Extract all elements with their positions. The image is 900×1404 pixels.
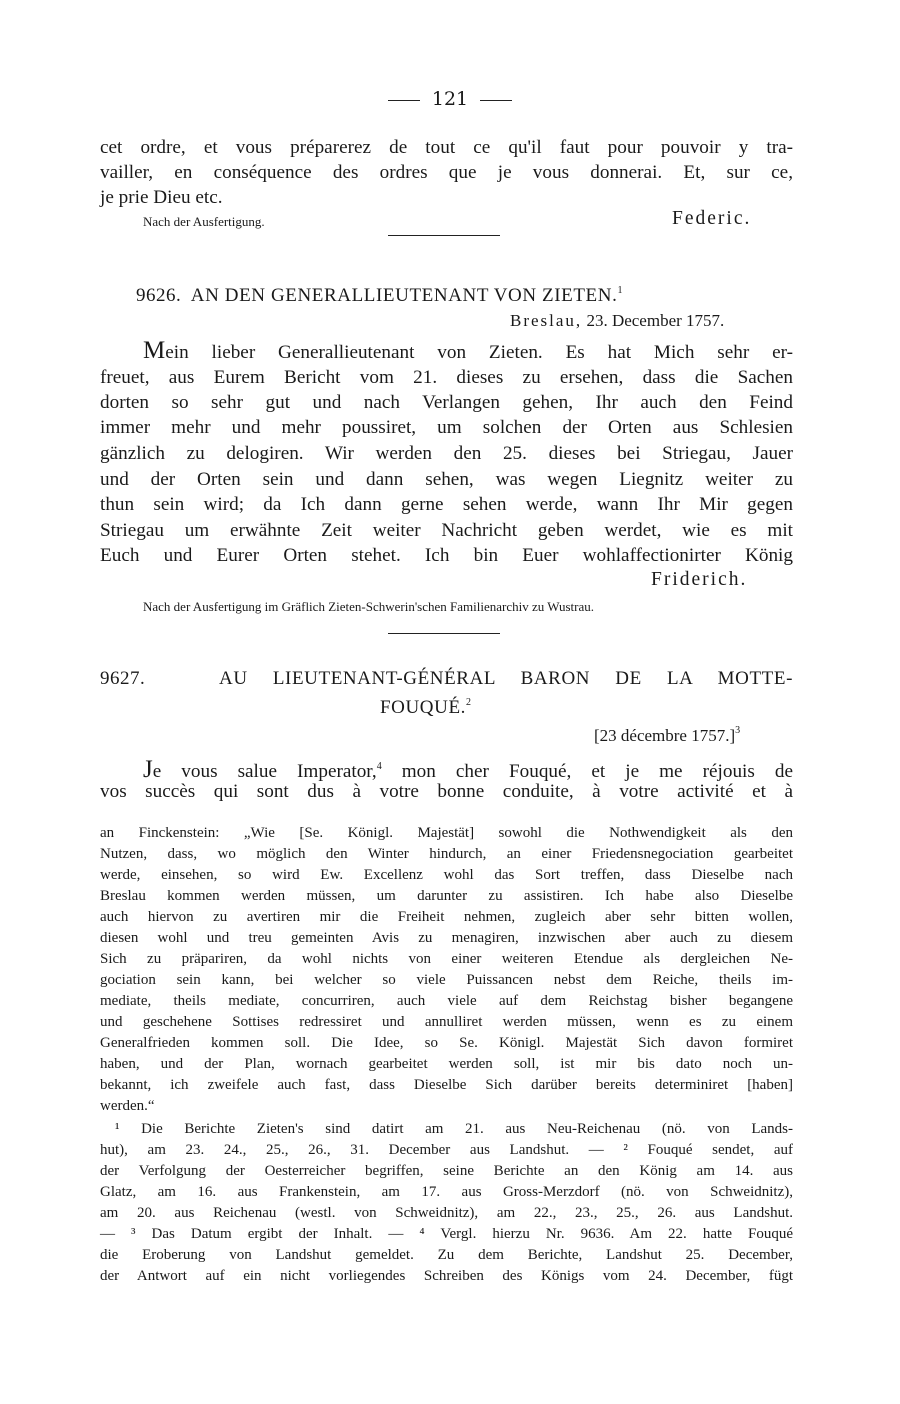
letter-title-cont: FOUQUÉ. xyxy=(380,697,467,718)
body-text: mon cher Fouqué, et je me réjouis de xyxy=(381,761,793,782)
signature: Federic. xyxy=(672,208,752,229)
letter-heading-cont xyxy=(380,692,580,719)
date: [23 décembre 1757.] xyxy=(594,726,736,745)
continuation-line: vailler, en conséquence des ordres que je vous donnerai. Et, sur ce, xyxy=(100,162,793,183)
body-text: e vous salue Imperator, xyxy=(152,761,377,782)
dateline xyxy=(510,311,724,331)
body-line: dorten so sehr gut und nach Verlangen gehen, Ihr auch den Feind xyxy=(100,392,793,413)
page-number: 121 xyxy=(431,88,469,110)
letter-heading-line xyxy=(100,668,793,690)
letter-heading xyxy=(136,280,796,307)
letter-number: 9626. xyxy=(136,285,182,306)
continuation-line: cet ordre, et vous préparerez de tout ce qu'il faut pour pouvoir y tra- xyxy=(100,137,793,158)
footnote-line: und geschehene Sottises redressiret und annulliret werden müssen, wenn es zu einem xyxy=(100,1014,793,1030)
body-line: gänzlich zu delogiren. Wir werden den 25. dieses bei Striegau, Jauer xyxy=(100,443,793,464)
page-number-header xyxy=(0,88,900,110)
body-line-first xyxy=(100,337,793,366)
footnote-line: bekannt, ich zweifele auch fast, dass Dieselbe Sich darüber bereits determiniret [haben] xyxy=(100,1077,793,1093)
footnote-line: Nutzen, dass, wo möglich den Winter hindurch, an einer Friedensnegociation gearbeitet xyxy=(100,846,793,862)
footnote-line: werde, einsehen, so wird Ew. Excellenz wohl das Sort treffen, dass Dieselbe nach xyxy=(100,867,793,883)
continuation-line: je prie Dieu etc. xyxy=(100,187,223,208)
footnote-line: hut), am 23. 24., 25., 26., 31. December aus Landshut. — ² Fouqué sendet, auf xyxy=(100,1142,793,1158)
body-line: immer mehr und mehr poussiret, um solchen der Orten aus Schlesien xyxy=(100,417,793,438)
date: 23. December 1757. xyxy=(586,311,725,330)
footnote-line: am 20. aus Reichenau (westl. von Schweidnitz), am 22., 23., 25., 26. aus Landshut. xyxy=(100,1205,793,1221)
footnote-marker: 2 xyxy=(466,697,472,708)
footnote-line: mediate, theils mediate, concurriren, auch viele auf dem Reichstag bisher begangene xyxy=(100,993,793,1009)
body-line: Striegau um erwähnte Zeit weiter Nachricht geben werdet, wie es mit xyxy=(100,520,793,541)
footnote-line: werden.“ xyxy=(100,1098,155,1114)
letter-title: AU LIEUTENANT-GÉNÉRAL BARON DE LA MOTTE- xyxy=(219,668,794,689)
footnote-line: gociation sein kann, bei welcher so viele Puissancen nebst dem Reiche, theils im- xyxy=(100,972,793,988)
footnote-line: Breslau kommen werden müssen, um darunter zu assistiren. Ich habe also Dieselbe xyxy=(100,888,793,904)
body-text: ein lieber Generallieutenant von Zieten. Es hat Mich sehr er- xyxy=(165,342,793,363)
footnote-line: Sich zu präpariren, da wohl nichts von einer weiteren Etendue als dergleichen Ne- xyxy=(100,951,793,967)
footnote-line: — ³ Das Datum ergibt der Inhalt. — ⁴ Vergl. hierzu Nr. 9636. Am 22. hatte Fouqué xyxy=(100,1226,793,1242)
source-note: Nach der Ausfertigung im Gräflich Zieten-Schwerin'schen Familienarchiv zu Wustrau. xyxy=(143,599,595,614)
footnote-marker: 4 xyxy=(376,761,382,772)
letter-heading xyxy=(100,668,793,690)
signature: Friderich. xyxy=(651,569,748,590)
footnote-line: Generalfrieden kommen soll. Die Idee, so Se. Königl. Majestät Sich davon formiret xyxy=(100,1035,793,1051)
footnote-line: der Antwort auf ein nicht vorliegendes Schreiben des Königs vom 24. December, fügt xyxy=(100,1268,793,1284)
body-line: Euch und Eurer Orten stehet. Ich bin Euer wohlaffectionirter König xyxy=(100,545,793,566)
body-line: und der Orten sein und dann sehen, was wegen Liegnitz weiter zu xyxy=(100,469,793,490)
footnote-line: ¹ Die Berichte Zieten's sind datirt am 21. aus Neu-Reichenau (nö. von Lands- xyxy=(115,1121,793,1137)
footnote-line: diesen wohl und treu gemeinten Avis zu menagiren, inzwischen aber auch zu diesem xyxy=(100,930,793,946)
footnote-marker: 3 xyxy=(735,725,741,736)
letter-number: 9627. xyxy=(100,668,146,689)
section-divider xyxy=(388,235,500,236)
footnote-line: an Finckenstein: „Wie [Se. Königl. Majestät] sowohl die Nothwendigkeit als den xyxy=(100,825,793,841)
section-divider xyxy=(388,633,500,634)
footnote-marker: 1 xyxy=(617,285,623,296)
body-line: thun sein wird; da Ich dann gerne sehen werde, wann Ihr Mir gegen xyxy=(100,494,793,515)
footnote-line: die Eroberung von Landshut gemeldet. Zu dem Berichte, Landshut 25. December, xyxy=(100,1247,793,1263)
header-dash-right xyxy=(480,100,512,101)
source-note: Nach der Ausfertigung. xyxy=(143,214,265,229)
initial-letter: J xyxy=(143,756,153,783)
footnote-line: der Verfolgung der Oesterreicher begriffen, seine Berichte an den König am 14. aus xyxy=(100,1163,793,1179)
footnote-line: Glatz, am 16. aus Frankenstein, am 17. aus Gross-Merzdorf (nö. von Schweidnitz), xyxy=(100,1184,793,1200)
body-line: freuet, aus Eurem Bericht vom 21. dieses zu ersehen, dass die Sachen xyxy=(100,367,793,388)
place: Breslau, xyxy=(510,311,583,330)
letter-title: AN DEN GENERALLIEUTENANT VON ZIETEN. xyxy=(190,285,618,306)
dateline xyxy=(594,725,740,746)
footnote-line: haben, und der Plan, wornach gearbeitet werden soll, ist mir bis dato noch un- xyxy=(100,1056,793,1072)
header-dash-left xyxy=(388,100,420,101)
body-line: vos succès qui sont dus à votre bonne conduite, à votre activité et à xyxy=(100,781,793,802)
footnote-line: auch hiervon zu avertiren mir die Freiheit nehmen, zugleich aber sehr bitten wollen, xyxy=(100,909,793,925)
initial-letter: M xyxy=(143,337,166,364)
